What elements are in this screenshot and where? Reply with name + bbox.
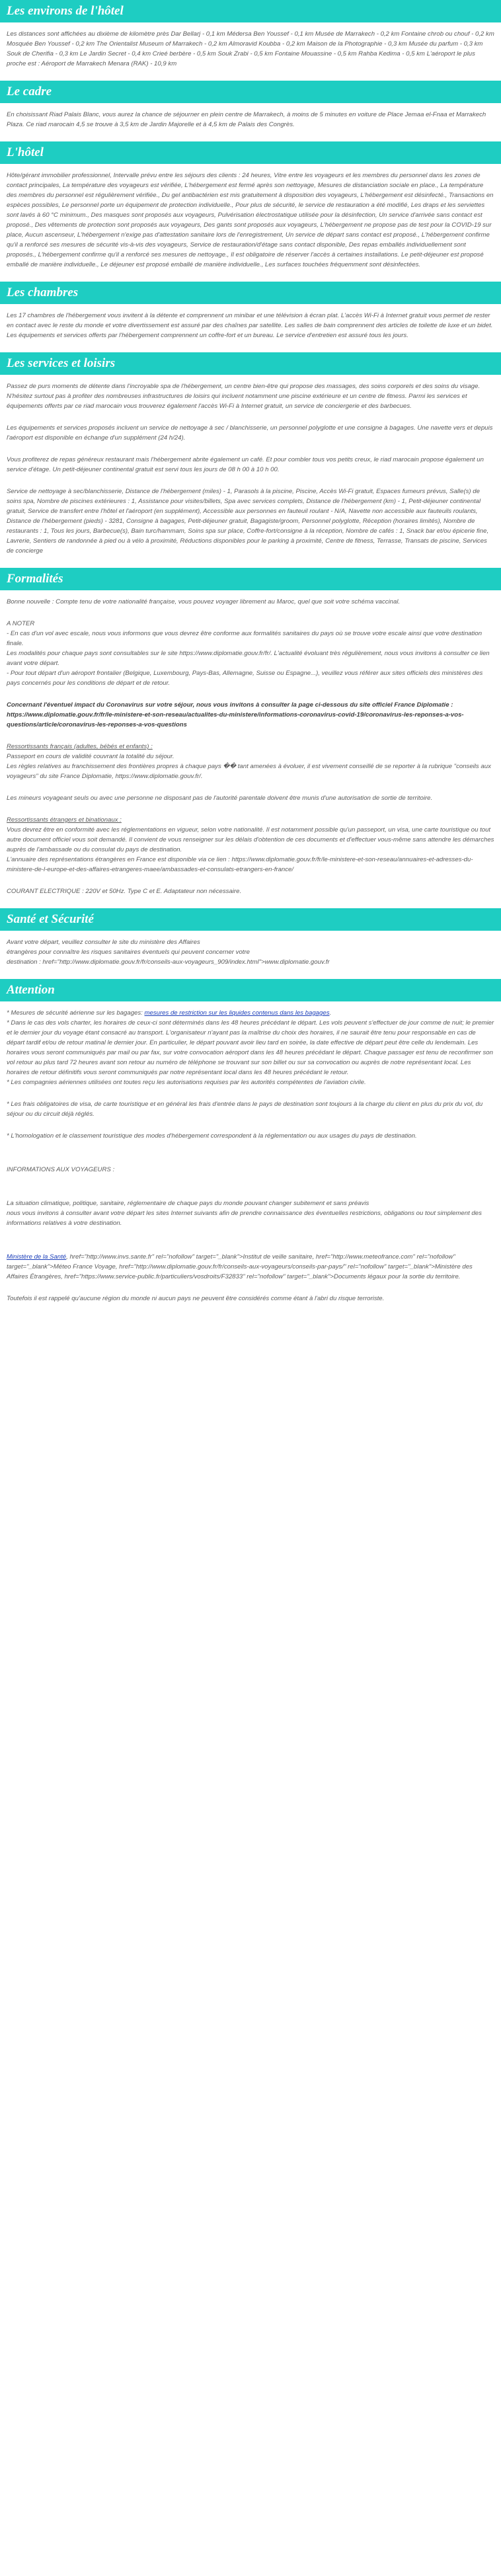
- formalites-french-nationals-heading: Ressortissants français (adultes, bébés et enfants) :: [7, 743, 153, 750]
- attention-visa-fees-text: * Les frais obligatoires de visa, de carte touristique et en général les frais d'entrée dans le pays de destination sont toujours à la charge du client en plus du prix du vol, du séjour ou du circuit déjà réglés.: [7, 1101, 483, 1118]
- attention-situation-line: La situation climatique, politique, sanitaire, réglementaire de chaque pays du monde pouvant changer subitement et sans préavis: [7, 1200, 369, 1207]
- formalites-note-line: - En cas d'un vol avec escale, nous vous informons que vous devrez être conforme aux formalités sanitaires du pays où se trouve votre escale ainsi que votre destination finale.: [7, 630, 482, 647]
- section-title-cadre: Le cadre: [0, 81, 501, 103]
- formalites-foreigners-line: L'annuaire des représentations étrangères en France est disponible via ce lien : https://www.diplomatie.gouv.fr/fr/le-ministere-et-son-reseau/annuaires-et-adresses-du-ministere-de-l-europe-et-des-affaires-etrangeres-maee/ambassades-et-consulats-etrangers-en-france/: [7, 856, 473, 873]
- section-cadre: [0, 81, 501, 130]
- formalites-foreigners-heading: Ressortissants étrangers et binationaux :: [7, 816, 122, 824]
- sante-line: destination : href="http://www.diplomatie.gouv.fr/fr/conseils-aux-voyageurs_909/index.html">www.diplomatie.gouv.fr: [7, 958, 330, 966]
- formalites-foreigners-line: Vous devrez être en conformité avec les réglementations en vigueur, selon votre nationalité. Il est notamment possible qu'un passeport, un visa, une carte touristique ou tout autre document officiel vous soit demandé. Il convient de vous renseigner sur les délais d'obtention de ces documents et d'effectuer vous-même sans attendre les démarches auprès de l'ambassade ou du consulat du pays de destination.: [7, 826, 494, 853]
- section-title-hotel: L'hôtel: [0, 141, 501, 164]
- attention-situation-block: [7, 1198, 494, 1228]
- liquids-restriction-link[interactable]: mesures de restriction sur les liquides contenus dans les bagages: [144, 1009, 330, 1017]
- sante-line: étrangères pour connaître les risques sanitaires éventuels qui peuvent concerner votre: [7, 949, 250, 956]
- formalites-paragraph-1: Bonne nouvelle : Compte tenu de votre nationalité française, vous pouvez voyager librement au Maroc, quel que soit votre schéma vaccinal.: [7, 598, 401, 605]
- services-paragraph-4: Service de nettoyage à sec/blanchisserie, Distance de l'hébergement (miles) - 1, Parasols à la piscine, Piscine, Accès Wi-Fi gratuit, Espaces fumeurs prévus, Salle(s) de soins spa, Nombre de piscines extérieures : 1, Assistance pour visites/billets, Spa avec services complets, Distance de l'hébergement (km) - 1, Petit-déjeuner continental gratuit, Service de transfert entre l'hôtel et l'aéroport (en supplément), Accessible aux personnes en fauteuil roulant - N/A, Navette non accessible aux fauteuils roulants, Distance de l'hébergement (pieds) - 3281, Consigne à bagages, Petit-déjeuner gratuit, Bagagiste/groom, Personnel polyglotte, Réception (horaires limités), Nombre de restaurants : 1, Tous les jours, Barbecue(s), Bain turc/hammam, Soins spa sur place, Coffre-fort/consigne à la réception, Nombre de cafés : 1, Snack bar et/ou épicerie fine, Lavrerie, Sentiers de randonnée à pied ou à vélo à proximité, Réductions disponibles pour le parking à proximité, Centre de fitness, Terrasse, Transats de piscine, Services de concierge: [7, 488, 489, 555]
- cadre-text: En choisissant Riad Palais Blanc, vous aurez la chance de séjourner en plein centre de Marrakech, à moins de 5 minutes en voiture de Place Jemaa el-Fnaa et Marrakech Plaza. Ce riad marocain 4,5 se trouve à 3,5 km de Jardin Majorelle et à 4,5 km de Palais des Congrès.: [7, 111, 486, 128]
- attention-official-links-rest: , href="http://www.invs.sante.fr" rel="nofollow" target="_blank">Institut de veille sanitaire, href="http://www.meteofrance.com" rel="nofollow" target="_blank">Méteo France Voyage, href="http://www.diplomatie.gouv.fr/fr/conseils-aux-voyageurs/conseils-par-pays/" rel="nofollow" target="_blank">Ministère des Affaires Étrangères, href="https://www.service-public.fr/particuliers/vosdroits/F32833" rel="nofollow" target="_blank">Documents légaux pour la sortie du territoire.: [7, 1253, 473, 1280]
- attention-travelers-info-heading: INFORMATIONS AUX VOYAGEURS :: [7, 1166, 115, 1173]
- services-paragraph-2: Les équipements et services proposés incluent un service de nettoyage à sec / blanchisserie, un personnel polyglotte et une consigne à bagages. Une navette vers et depuis l'aéroport est disponible en échange d'un supplément (24 h/24).: [7, 424, 493, 442]
- section-title-chambres: Les chambres: [0, 282, 501, 304]
- formalites-minors-text: Les mineurs voyageant seuls ou avec une personne ne disposant pas de l'autorité parentale doivent être munis d'une autorisation de sortie de territoire.: [7, 795, 433, 802]
- attention-block-1: [7, 1008, 494, 1087]
- attention-official-links: [7, 1252, 494, 1282]
- section-sante: [0, 908, 501, 967]
- formalites-french-nationals-line: Passeport en cours de validité couvrant la totalité du séjour.: [7, 753, 174, 760]
- formalites-foreigners-block: [7, 815, 494, 875]
- section-title-formalites: Formalités: [0, 568, 501, 590]
- attention-liquids-suffix: .: [329, 1009, 332, 1017]
- section-title-environs: Les environs de l'hôtel: [0, 0, 501, 22]
- attention-line: * Les compagnies aériennes utilisées ont toutes reçu les autorisations requises par les autorités compétentes de l'aviation civile.: [7, 1079, 366, 1086]
- formalites-note-line: Les modalités pour chaque pays sont consultables sur le site https://www.diplomatie.gouv.fr/fr/. L'actualité évoluant très régulièrement, nous vous invitons à consulter ce lien avant votre départ.: [7, 650, 490, 667]
- attention-liquids-prefix: * Mesures de sécurité aérienne sur les bagages:: [7, 1009, 145, 1017]
- formalites-french-nationals-line: Les règles relatives au franchissement des frontières propres à chaque pays �� tant amenées à évoluer, il est vivement conseillé de se reporter à la rubrique "conseils aux voyageurs" du site France Diplomatie, https://www.diplomatie.gouv.fr/.: [7, 763, 491, 780]
- formalites-electricity-text: COURANT ELECTRIQUE : 220V et 50Hz. Type C et E. Adaptateur non nécessaire.: [7, 888, 242, 895]
- formalites-note-line: - Pour tout départ d'un aéroport frontalier (Belgique, Luxembourg, Pays-Bas, Allemagne, Suisse ou Espagne...), veuillez vous référer aux sites officiels des ministères des pays concernés pour les conditions de départ et de retour.: [7, 670, 483, 687]
- environs-text: Les distances sont affichées au dixième de kilomètre près Dar Bellarj - 0,1 km Médersa Ben Youssef - 0,1 km Musée de Marrakech - 0,2 km Fontaine chrob ou chouf - 0,2 km Mosquée Ben Youssef - 0,2 km The Orientalist Museum of Marrakech - 0,2 km Almoravid Koubba - 0,2 km Maison de la Photographie - 0,3 km Musée du parfum - 0,3 km Souk de Cherifia - 0,3 km Le Jardin Secret - 0,4 km Crieé berbère - 0,5 km Souk Zrabi - 0,5 km Fontaine Mouassine - 0,5 km Rahba Kedima - 0,5 km L'aéroport le plus proche est : Aéroport de Marrakech Menara (RAK) - 10,9 km: [7, 30, 494, 67]
- section-chambres: [0, 282, 501, 340]
- attention-line: * Dans le cas des vols charter, les horaires de ceux-ci sont déterminés dans les 48 heures précédant le départ. Les vols peuvent s'effectuer de jour comme de nuit; le premier et le dernier jour du voyage étant consacré au transport. L'organisateur n'ayant pas la maîtrise du choix des horaires, il ne saurait être tenu pour responsable en cas de départ tardif et/ou de retour matinal le dernier jour. En particulier, le départ pouvant avoir lieu tard en soirée, la date effective de départ peut être celle du lendemain. Les horaires vous seront communiqués par mail ou par fax, sur votre convocation aéroport dans les 48 heures précédant le départ. Chaque passager est tenu de reconfirmer son vol retour au plus tard 72 heures avant son retour au numéro de téléphone se trouvant sur son billet ou sur sa convocation ou auprès de notre représentant local. Les horaires de retour définitifs vous seront communiqués par notre représentant local dans les 48 heures précédant le retour.: [7, 1019, 494, 1076]
- services-paragraph-1: Passez de purs moments de détente dans l'incroyable spa de l'hébergement, un centre bien-être qui propose des massages, des soins corporels et des soins du visage. N'hésitez surtout pas à profiter des nombreuses infrastructures de loisirs qui incluent notamment une piscine extérieure et un centre de fitness. Parmi les services et équipements offerts par ce riad marocain vous trouverez également l'accès Wi-Fi à Internet gratuit, un service de conciergerie et des barbecues.: [7, 383, 481, 410]
- formalites-note-block: [7, 619, 494, 688]
- hotel-text: Hôte/gérant immobilier professionnel, Intervalle prévu entre les séjours des clients : 24 heures, Vitre entre les voyageurs et les membres du personnel dans les zones de contact principales, La température des voyageurs est vérifiée, L'hébergement est fermé après son nettoyage, Mesures de distanciation sociale en place., La température des membres du personnel est régulièrement vérifiée., Du gel antibactérien est mis gratuitement à disposition des voyageurs, L'hébergement est désinfecté., Transactions en espèces possibles, Le personnel porte un équipement de protection individuelle., Pour plus de sécurité, le service de restauration a été modifié, Les draps et les serviettes sont lavés à 60 °C minimum., Des masques sont proposés aux voyageurs, Pulvérisation électrostatique utilisée pour la désinfection, Un service d'arrivée sans contact est proposé., Des vêtements de protection sont proposés aux voyageurs, Des gants sont proposés aux voyageurs, L'hébergement ne propose pas de test pour la COVID-19 sur place, Aucun ascenseur, L'hébergement n'exige pas d'attestation sanitaire lors de l'enregistrement, Un service de départ sans contact est proposé., L'hébergement confirme qu'il a renforcé ses mesures de sécurité vis-à-vis des voyageurs, Service de restauration/d'étage sans contact disponible, Des repas emballés individuellement sont proposés., L'hébergement confirme qu'il a renforcé ses mesures de nettoyage., Il est obligatoire de réserver l'accès à certaines installations. Le petit-déjeuner est proposé emballé de manière individuelle., Le déjeuner est proposé emballé de manière individuelle., Les surfaces touchées fréquemment sont désinfectées.: [7, 172, 494, 268]
- sante-line: Avant votre départ, veuillez consulter le site du ministère des Affaires: [7, 939, 200, 946]
- formalites-french-nationals-block: [7, 742, 494, 781]
- section-hotel: [0, 141, 501, 270]
- section-environs: [0, 0, 501, 69]
- formalites-note-line: A NOTER: [7, 620, 35, 627]
- formalites-coronavirus-notice: Concernant l'éventuel impact du Coronavirus sur votre séjour, nous vous invitons à consulter la page ci-dessous du site officiel France Diplomatie : https://www.diplomatie.gouv.fr/fr/le-ministere-et-son-reseau/actualites-du-ministere/informations-coronavirus-covid-19/coronavirus-les-reponses-a-vos-questions/article/coronavirus-les-reponses-a-vos-questions: [7, 701, 464, 728]
- services-paragraph-3: Vous profiterez de repas généreux restaurant mais l'hébergement abrite également un café. Et pour combler tous vos petits creux, le riad marocain propose également un service d'étage. Un petit-déjeuner continental gratuit est servi tous les jours de 08 h 00 à 10 h 00.: [7, 456, 484, 473]
- chambres-text: Les 17 chambres de l'hébergement vous invitent à la détente et comprennent un minibar et une télévision à écran plat. L'accès Wi-Fi à Internet gratuit vous permet de rester en contact avec le reste du monde et votre divertissement est assuré par des chaînes par satellite. Les salles de bain comprennent des articles de toilette de luxe et un bidet. Les équipements et services offerts par l'hébergement comprennent un coffre-fort et un bureau. Le service d'entretien est assuré tous les jours.: [7, 312, 493, 339]
- section-formalites: [0, 568, 501, 896]
- attention-situation-line: nous vous invitons à consulter avant votre départ les sites Internet suivants afin de prendre connaissance des éventuelles restrictions, obligations ou tout simplement des informations relatives à votre destination.: [7, 1210, 482, 1227]
- attention-classification-text: * L'homologation et le classement touristique des modes d'hébergement correspondent à la réglementation ou aux usages du pays de destination.: [7, 1132, 417, 1140]
- section-title-services: Les services et loisirs: [0, 352, 501, 375]
- attention-liquids-line: [7, 1008, 494, 1018]
- attention-terrorism-text: Toutefois il est rappelé qu'aucune région du monde ni aucun pays ne peuvent être considérés comme étant à l'abri du risque terroriste.: [7, 1295, 385, 1302]
- section-title-attention: Attention: [0, 979, 501, 1001]
- section-services: [0, 352, 501, 556]
- sante-text-block: [7, 937, 494, 967]
- ministere-sante-link[interactable]: Ministère de la Santé: [7, 1253, 67, 1261]
- section-title-sante: Santé et Sécurité: [0, 908, 501, 931]
- section-attention: [0, 979, 501, 1304]
